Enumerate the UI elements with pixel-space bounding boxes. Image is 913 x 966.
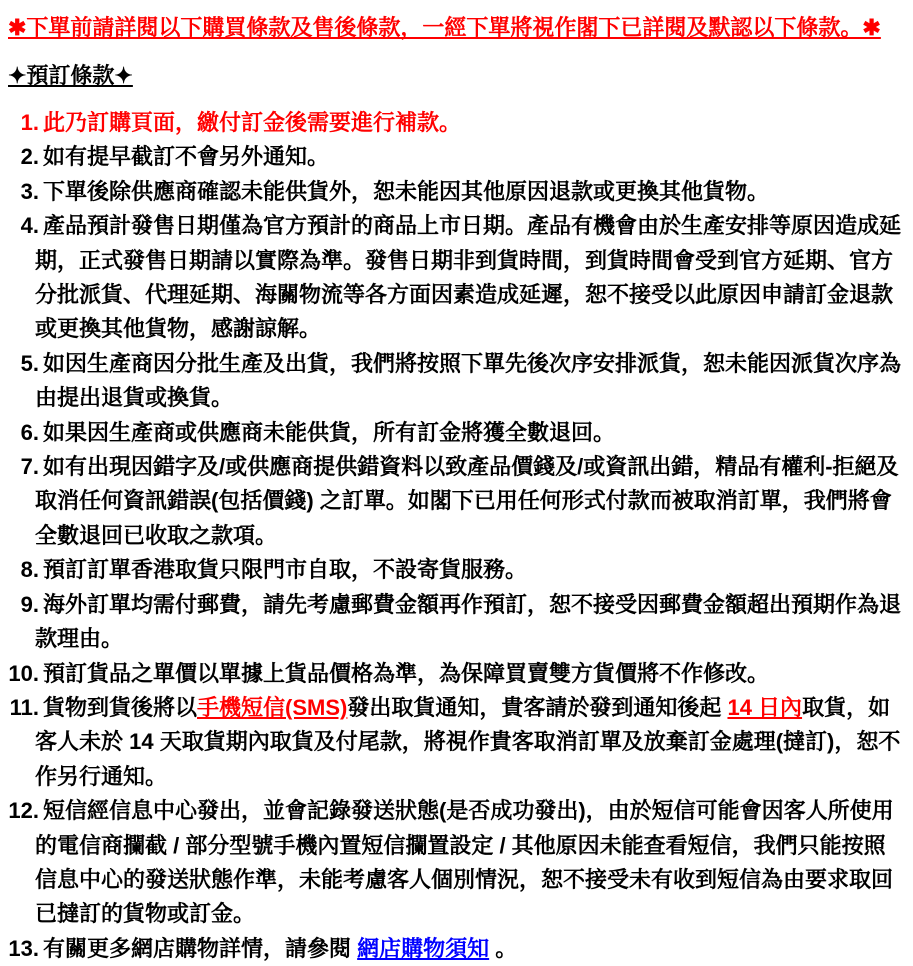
term-text-segment: 有關更多網店購物詳情，請參閱 [43, 935, 358, 961]
term-item [8, 657, 907, 691]
term-text-segment: 發出取貨通知，貴客請於發到通知後起 [347, 694, 728, 720]
term-text-segment: 此乃訂購頁面，繳付訂金後需要進行補款。 [43, 110, 462, 135]
term-number: 5. [20, 350, 39, 376]
section-title-preorder-terms: ✦預訂條款✦ [8, 63, 133, 88]
shop-notice-link[interactable]: 網店購物須知 [357, 935, 490, 961]
term-number: 1. [20, 110, 39, 135]
term-item [8, 691, 907, 794]
term-number: 4. [20, 213, 39, 239]
term-text-segment: 如有出現因錯字及/或供應商提供錯資料以致產品價錢及/或資訊出錯，精品有權利-拒絕及取消任何資訊錯誤(包括價錢) 之訂單。如閣下已用任何形式付款而被取消訂單，我們將會全數退回已收取之款項。 [35, 454, 899, 548]
term-number: 9. [20, 591, 39, 617]
term-text-segment: 短信經信息中心發出，並會記錄發送狀態(是否成功發出)，由於短信可能會因客人所使用的電信商攔截 / 部分型號手機內置短信攔置設定 / 其他原因未能查看短信，我們只能按照信息中心的發送狀態作準，未能考慮客人個別情況，恕不接受未有收到短信為由要求取回已撻訂的貨物或訂金。 [35, 798, 894, 927]
term-text-segment: 預訂訂單香港取貨只限門市自取，不設寄貨服務。 [43, 557, 528, 583]
term-number: 8. [20, 557, 39, 583]
term-text-segment: 取貨，如客人未於 14 天取貨期內取貨及付尾款，將視作貴客取消訂單及放棄訂金處理(撻訂)，恕不作另行通知。 [35, 694, 901, 789]
term-item [8, 209, 907, 347]
term-number: 7. [20, 454, 39, 480]
term-text-segment: 。 [489, 935, 518, 961]
term-text-segment: 14 日內 [727, 694, 803, 720]
term-text-segment: 下單後除供應商確認未能供貨外，恕未能因其他原因退款或更換其他貨物。 [43, 178, 770, 204]
term-item [8, 416, 907, 450]
term-text-segment: 預訂貨品之單價以單據上貨品價格為準，為保障買賣雙方貨價將不作修改。 [43, 660, 770, 686]
term-item [8, 175, 907, 209]
term-item [8, 106, 907, 140]
term-number: 6. [20, 419, 39, 445]
term-text-segment: 海外訂單均需付郵費，請先考慮郵費金額再作預訂，恕不接受因郵費金額超出預期作為退款理由。 [35, 591, 902, 652]
term-text-segment: 如因生產商因分批生產及出貨，我們將按照下單先後次序安排派貨，恕未能因派貨次序為由提出退貨或換貨。 [35, 350, 902, 411]
term-item [8, 932, 907, 966]
term-number: 10. [8, 660, 39, 686]
term-item [8, 347, 907, 416]
term-text-segment: 如果因生產商或供應商未能供貨，所有訂金將獲全數退回。 [43, 419, 616, 445]
term-number: 11. [9, 694, 39, 720]
term-text-segment: 手機短信(SMS) [197, 694, 348, 720]
term-item [8, 553, 907, 587]
term-text-segment: 貨物到貨後將以 [43, 694, 198, 720]
term-number: 2. [20, 144, 39, 170]
term-item [8, 588, 907, 657]
term-number: 13. [8, 935, 39, 961]
term-number: 3. [20, 178, 39, 204]
term-item [8, 140, 907, 174]
term-item [8, 450, 907, 553]
terms-list [8, 106, 907, 966]
term-item [8, 794, 907, 932]
term-text-segment: 如有提早截訂不會另外通知。 [43, 144, 330, 170]
term-text-segment: 產品預計發售日期僅為官方預計的商品上市日期。產品有機會由於生產安排等原因造成延期，正式發售日期請以實際為準。發售日期非到貨時間，到貨時間會受到官方延期、官方分批派貨、代理延期、海關物流等各方面因素造成延遲，恕不接受以此原因申請訂金退款或更換其他貨物，感謝諒解。 [35, 213, 902, 342]
term-number: 12. [8, 798, 39, 824]
purchase-notice-header: ✱下單前請詳閱以下購買條款及售後條款，一經下單將視作閣下已詳閱及默認以下條款。✱ [8, 15, 881, 40]
